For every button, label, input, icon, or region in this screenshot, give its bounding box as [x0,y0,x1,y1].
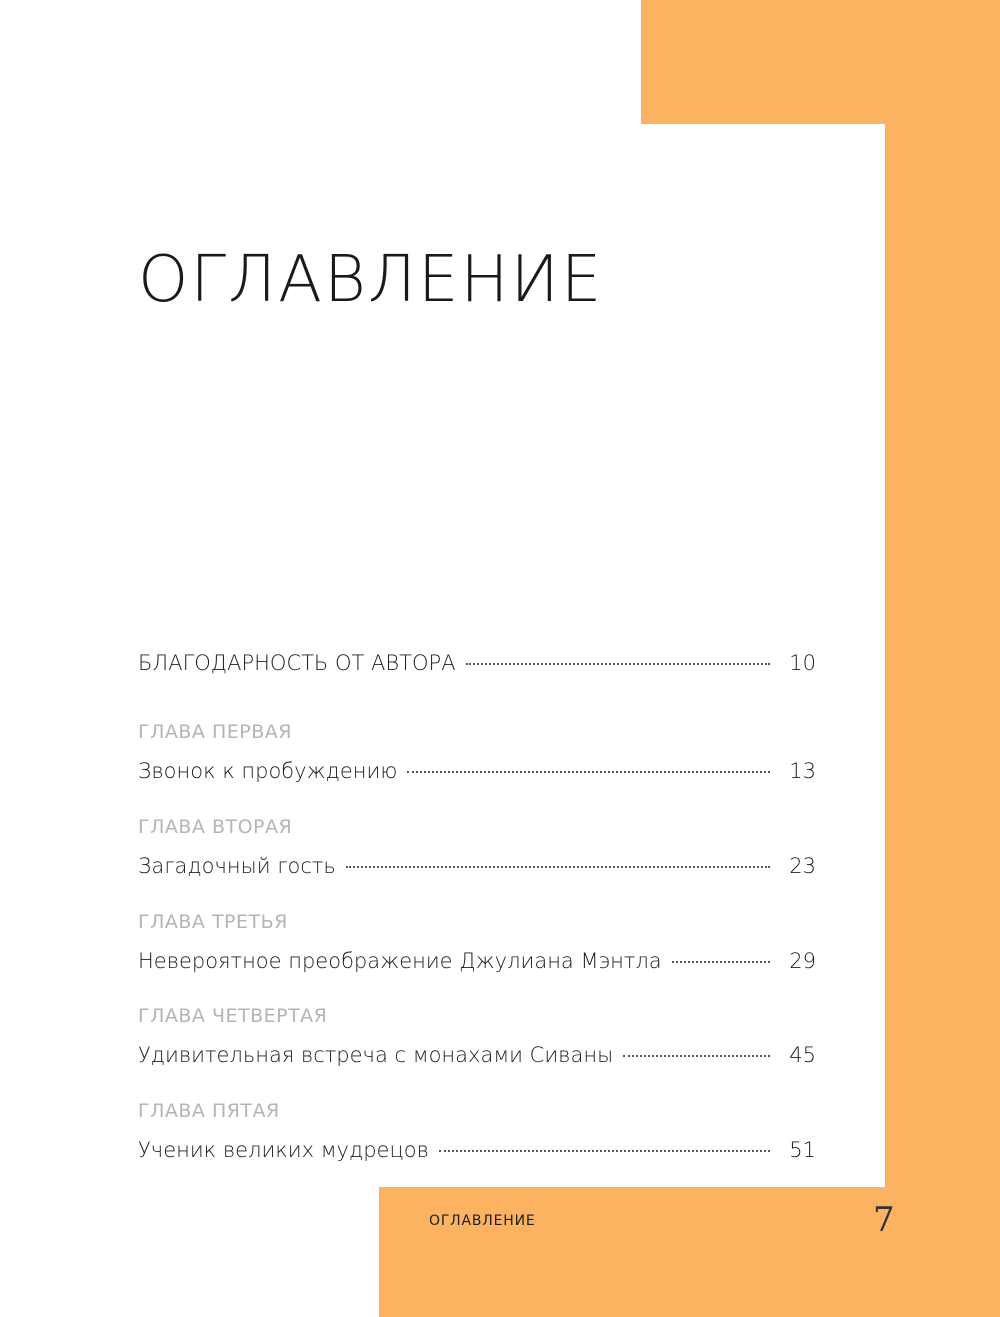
toc-page-number: 23 [789,854,816,878]
toc-page-number: 51 [789,1138,816,1162]
chapter-label: ГЛАВА ТРЕТЬЯ [138,911,288,933]
footer-page-number: 7 [873,1200,895,1240]
toc-page-number: 45 [789,1043,816,1067]
toc-entry-chapter-3[interactable] [138,910,816,976]
toc-entry-title: Загадочный гость [138,854,336,878]
toc-page-number: 13 [789,759,816,783]
toc-page-number: 10 [789,651,816,675]
toc-entry-chapter-1[interactable] [138,720,816,786]
toc-entry-title: Удивительная встреча с монахами Сиваны [138,1043,614,1067]
chapter-label: ГЛАВА ПЕРВАЯ [138,721,292,743]
toc-line [138,851,816,881]
decorative-band-bottom [379,1187,1000,1317]
decorative-band-right [885,0,1000,1317]
chapter-label: ГЛАВА ПЯТАЯ [138,1100,280,1122]
toc-line [138,1040,816,1070]
dot-leader [439,1150,770,1152]
chapter-label: ГЛАВА ЧЕТВЕРТАЯ [138,1005,328,1027]
toc-entry-chapter-5[interactable] [138,1099,816,1165]
dot-leader [346,866,770,868]
toc-entry-chapter-2[interactable] [138,815,816,881]
chapter-label: ГЛАВА ВТОРАЯ [138,816,293,838]
dot-leader [672,961,770,963]
toc-line [138,648,816,678]
toc-entry-title: Невероятное преображение Джулиана Мэнтла [138,949,662,973]
page-title: ОГЛАВЛЕНИЕ [138,243,604,317]
toc-entry-acknowledgements[interactable] [138,648,816,678]
toc-entry-title: БЛАГОДАРНОСТЬ ОТ АВТОРА [138,651,456,675]
toc-page-number: 29 [789,949,816,973]
toc-entry-title: Звонок к пробуждению [138,759,398,783]
toc-entry-chapter-4[interactable] [138,1004,816,1070]
footer-section-label: ОГЛАВЛЕНИЕ [429,1213,536,1229]
dot-leader [407,771,770,773]
toc-line [138,946,816,976]
dot-leader [466,663,770,665]
toc-line [138,756,816,786]
toc-line [138,1135,816,1165]
toc-entry-title: Ученик великих мудрецов [138,1138,429,1162]
dot-leader [623,1055,770,1057]
